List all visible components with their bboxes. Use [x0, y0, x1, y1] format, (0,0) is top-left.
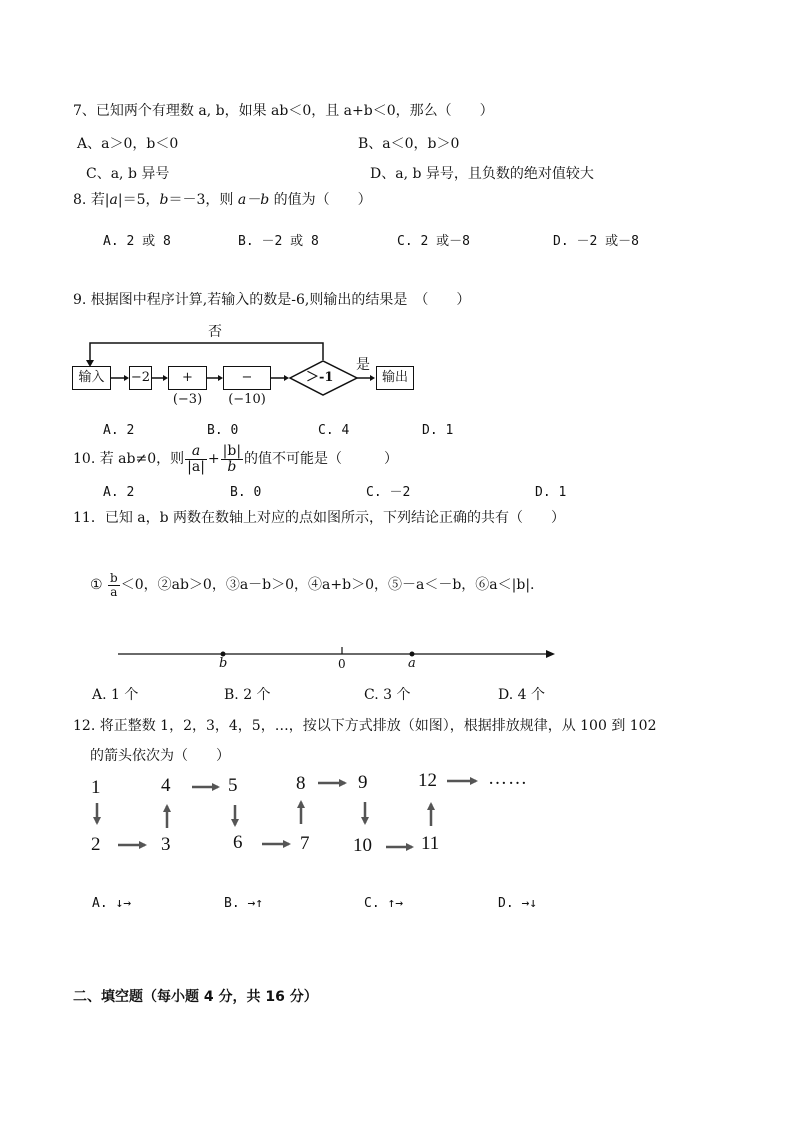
flow-step-minus-neg10: −(−10) [223, 366, 271, 390]
q11-frac-num: b [110, 570, 118, 585]
point-a-label: a [408, 656, 416, 671]
q10-option-a: A. 2 [103, 485, 135, 500]
q8-stem-mid2: ＝－3，则 [168, 192, 238, 208]
q9-stem: 9. 根据图中程序计算,若输入的数是-6,则输出的结果是 （ ） [73, 292, 471, 308]
flow-output-box: 输出 [376, 366, 414, 390]
flow-yes-label: 是 [356, 357, 370, 373]
q12-option-d: D. →↓ [498, 896, 538, 911]
q10-frac1-den: |a| [187, 458, 205, 475]
q8-option-c: C. 2 或－8 [397, 234, 470, 249]
q9-option-d: D. 1 [422, 423, 454, 438]
q12-option-b: B. →↑ [224, 896, 264, 911]
flow-step-minus2: −2 [129, 366, 152, 390]
q10-stem [73, 441, 398, 481]
q8-stem-post: 的值为（ ） [269, 192, 372, 208]
q8-option-b: B. －2 或 8 [238, 234, 319, 249]
origin-label: 0 [338, 657, 346, 671]
q8-expr: a－b [237, 192, 270, 208]
q11-stem: 11．已知 a，b 两数在数轴上对应的点如图所示，下列结论正确的共有（ ） [73, 510, 566, 526]
q8-var-a: a [109, 192, 118, 208]
number-line [0, 640, 794, 680]
num-6: 6 [233, 832, 243, 853]
q10-fraction-2 [221, 444, 243, 475]
num-11: 11 [421, 833, 440, 854]
q12-option-a: A. ↓→ [92, 896, 132, 911]
q8-var-b: b [159, 192, 169, 208]
q10-frac1-num: a [185, 444, 207, 460]
q11-option-a: A. 1 个 [92, 687, 139, 703]
q9-option-a: A. 2 [103, 423, 135, 438]
num-5: 5 [228, 775, 238, 796]
num-3: 3 [161, 834, 171, 855]
q10-post: 的值不可能是（ ） [244, 451, 399, 467]
q8-option-a: A. 2 或 8 [103, 234, 171, 249]
q11-fraction [108, 572, 120, 599]
q10-option-d: D. 1 [535, 485, 567, 500]
q7-option-c: C、a, b 异号 [86, 166, 170, 182]
num-1: 1 [91, 777, 101, 798]
flow-input-box: 输入 [72, 366, 111, 390]
q11-conditions [90, 568, 535, 604]
q10-frac2-num: |b| [222, 442, 242, 459]
q12-stem-line1: 12. 将正整数 1，2，3，4，5，…，按以下方式排放（如图），根据排放规律，从 100 到 102 [73, 718, 657, 734]
q10-pre: 10. 若 ab≠0，则 [73, 451, 185, 467]
flow-step-plus-neg3: +(−3) [168, 366, 207, 390]
num-7: 7 [300, 833, 310, 854]
num-4: 4 [161, 775, 171, 796]
q10-plus: + [207, 451, 220, 467]
q7-option-a: A、a＞0，b＜0 [77, 136, 179, 152]
number-line-arrowhead [546, 650, 555, 658]
q8-option-d: D. －2 或－8 [553, 234, 639, 249]
arrangement-ellipsis: …… [488, 768, 528, 789]
q11-condition-list: ＜0，②ab＞0，③a－b＞0，④a+b＞0，⑤－a＜－b，⑥a＜|b|. [120, 577, 535, 593]
flow-no-label: 否 [208, 324, 222, 340]
num-8: 8 [296, 773, 306, 794]
flow-condition: ＞-1 [306, 370, 334, 385]
q11-circle-1: ① [90, 577, 103, 593]
q8-stem-pre: 若| [90, 192, 110, 208]
q11-frac-den: a [110, 584, 118, 599]
q11-option-d: D. 4 个 [498, 687, 545, 703]
q7-stem: 7、已知两个有理数 a, b，如果 ab＜0，且 a+b＜0，那么（ ） [73, 103, 494, 119]
q9-option-b: B. 0 [207, 423, 239, 438]
q12-stem-line2: 的箭头依次为（ ） [90, 748, 230, 764]
section-2-title: 二、填空题（每小题 4 分，共 16 分） [73, 989, 318, 1005]
q7-option-b: B、a＜0，b＞0 [358, 136, 460, 152]
num-12: 12 [418, 770, 437, 791]
q9-option-c: C. 4 [318, 423, 350, 438]
loop-line [90, 343, 323, 362]
q11-option-b: B. 2 个 [224, 687, 271, 703]
q10-option-b: B. 0 [230, 485, 262, 500]
q10-fraction-1 [185, 444, 207, 475]
q10-option-c: C. －2 [366, 485, 411, 500]
flowchart-lines [0, 0, 794, 420]
num-2: 2 [91, 834, 101, 855]
q12-option-c: C. ↑→ [364, 896, 404, 911]
arrangement-arrows [0, 760, 794, 870]
q10-frac2-den: b [227, 458, 237, 475]
q8-number: 8. [73, 192, 87, 208]
num-10: 10 [353, 835, 372, 856]
q7-option-d: D、a, b 异号，且负数的绝对值较大 [370, 166, 594, 182]
point-b-label: b [219, 656, 228, 671]
q11-option-c: C. 3 个 [364, 687, 411, 703]
num-9: 9 [358, 772, 368, 793]
q8-stem-mid: |＝5， [117, 192, 160, 208]
